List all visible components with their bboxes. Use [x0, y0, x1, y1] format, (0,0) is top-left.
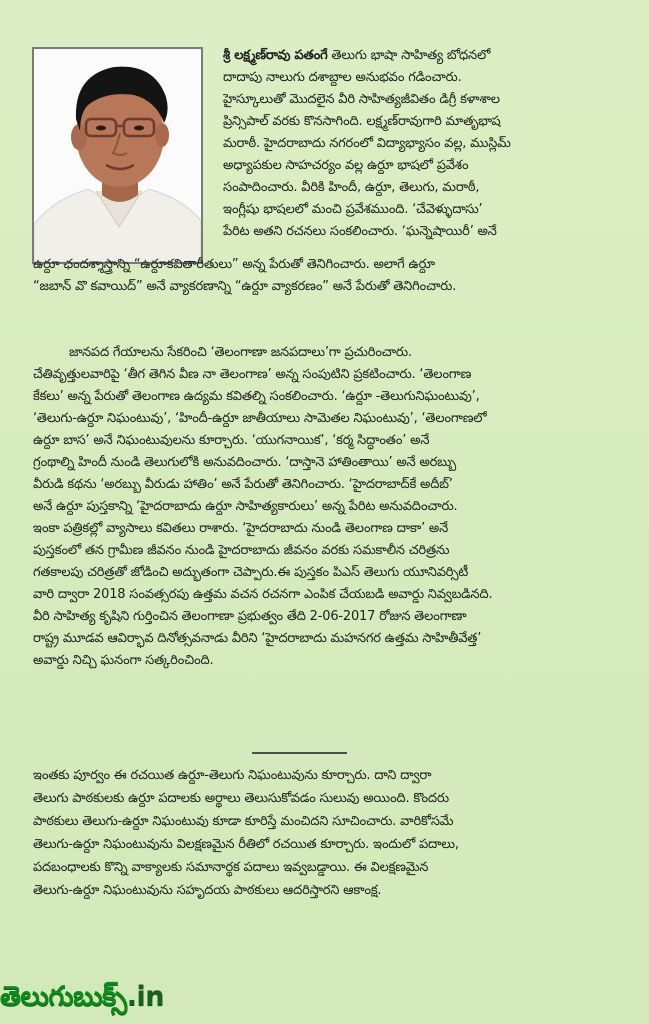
paragraph-line: అనే ఉర్దూ పుస్తకాన్ని ‘హైదరాబాదు ఉర్దూ సాహిత్యకారులు’ అన్న పేరిట అనువదించారు. — [33, 499, 458, 514]
paragraph-line: వారి ద్వారా 2018 సంవత్సరపు ఉత్తమ వచన రచనగా ఎంపిక చేయబడి అవార్డు నివ్వబడినది. — [33, 587, 493, 602]
intro-line-9: పేరిట అతని రచనలు సంకలించారు. ‘ఘన్నెషాయిరీ’ అనే — [223, 224, 497, 239]
paragraph-line: తెలుగు పాఠకులకు ఉర్దూ పదాలకు అర్థాలు తెలుసుకోవడం సులువు అయింది. కొందరు — [33, 791, 449, 806]
intro-line-5: మరాఠీ. హైదరాబాదు నగరంలో విద్యాభ్యాసం వల్ల, ముస్లిమ్ — [223, 136, 511, 151]
intro-line-3: హైస్కూలుతో మొదలైన వీరి సాహిత్యజీవితం డిగ్రీ కళాశాల — [223, 92, 500, 107]
paragraph-line: వీరుడి కథను ‘అరబ్బు వీరుడు హాతిం’ అనే పేరుతో తెనిగించారు. ‘హైదరాబాద్‌కే అదీబ్’ — [33, 477, 453, 492]
author-intro-text — [223, 45, 579, 243]
paragraph-line: పదబంధాలకు కొన్ని వాక్యాలకు సమానార్థక పదాలు ఇవ్వబడ్డాయి. ఈ విలక్షణమైన — [33, 860, 429, 875]
author-photo — [32, 47, 203, 264]
paragraph-line: ఉర్దూ బాస’ అనే నిఘంటువులను కూర్చారు. ‘యుగనాయిక’, ‘కర్మ సిద్ధాంతం’ అనే — [33, 433, 430, 448]
author-portrait-image — [34, 49, 201, 262]
paragraph-translations — [33, 254, 581, 298]
paragraph-line: కేకలు’ అన్న పేరుతో తెలంగాణ ఉద్యమ కవితల్ని సంకలించారు. ‘ఉర్దూ -తెలుగునిఘంటువు’, — [33, 389, 480, 404]
paragraph-line: చేతివృత్తులవారిపై ‘తీగ తెగిన వీణ నా తెలంగాణ’ అన్న సంపుటిని ప్రకటించారు. ‘తెలంగాణ — [33, 367, 472, 382]
intro-line-1: శ్రీ లక్ష్మణ్‌రావు పతంగే తెలుగు భాషా సాహిత్య బోధనలో — [223, 48, 491, 63]
paragraph-line: “జబాన్ వొ కవాయిద్” అనే వ్యాకరణాన్ని “ఉర్దూ వ్యాకరణం” అనే పేరుతో తెనిగించారు. — [33, 279, 457, 294]
author-name: శ్రీ లక్ష్మణ్‌రావు పతంగే — [223, 48, 328, 63]
paragraph-dictionary-note — [33, 764, 581, 902]
paragraph-line: గ్రంథాల్ని హిందీ నుండి తెలుగులోకి అనువదించారు. ‘దాస్తానె హాతింతాయి’ అనే అరబ్బు — [33, 455, 457, 470]
logo-suffix-text: .in — [126, 981, 164, 1012]
logo-main-text: తెలుగుబుక్స్ — [0, 981, 127, 1012]
paragraph-line: ఇంతకు పూర్వం ఈ రచయిత ఉర్దూ-తెలుగు నిఘంటువును కూర్చారు. దాని ద్వారా — [33, 768, 432, 783]
intro-line-4: ప్రిన్సిపాల్ వరకు కొనసాగింది. లక్ష్మణ్‌రావుగారి మాతృభాష — [223, 114, 501, 129]
intro-line-8: ఇంగ్లీషు భాషలలో మంచి ప్రవేశముంది. ‘చేవెళ్ళుదాసు’ — [223, 202, 483, 217]
paragraph-line: తెలుగు-ఉర్దూ నిఘంటువును విలక్షణమైన రీతిలో రచయిత కూర్చారు. ఇందులో పదాలు, — [33, 837, 459, 852]
paragraph-line: అవార్డు నిచ్చి ఘనంగా సత్కరించింది. — [33, 653, 214, 668]
intro-line-2: దాదాపు నాలుగు దశాబ్దాల అనుభవం గడించారు. — [223, 70, 462, 85]
paragraph-line: ఇంకా పత్రికల్లో వ్యాసాలు కవితలు రాశారు. ‘హైదరాబాదు నుండి తెలంగాణ దాకా’ అనే — [33, 521, 449, 536]
intro-line-6: అధ్యాపకుల సాహచర్యం వల్ల ఉర్దూ భాషలో ప్రవేశం — [223, 158, 469, 173]
paragraph-line: పాఠకులు తెలుగు-ఉర్దూ నిఘంటువు కూడా కూరిస్తే మంచిదని సూచించారు. వారికోసమే — [33, 814, 454, 829]
paragraph-line: రాష్ట్ర మూడవ ఆవిర్భావ దినోత్సవనాడు వీరిని ‘హైదరాబాదు మహనగర ఉత్తమ సాహితీవేత్త’ — [33, 631, 482, 646]
paragraph-line: ఉర్దూ ఛందశ్శాస్త్రాన్ని “ఉర్దూకవితారీతులు” అన్న పేరుతో తెనిగించారు. అలాగే ఉర్దూ — [33, 257, 435, 272]
paragraph-line: గతకాలపు చరిత్రతో జోడించి అద్భుతంగా చెప్పారు.ఈ పుస్తకం పిఎస్ తెలుగు యూనివర్సిటీ — [33, 565, 469, 580]
section-divider — [252, 752, 347, 754]
paragraph-line: ‘తెలుగు-ఉర్దూ నిఘంటువు’, ‘హిందీ-ఉర్దూ జాతీయాలు సామెతల నిఘంటువు’, ‘తెలంగాణలో — [33, 411, 487, 426]
paragraph-line: పుస్తకంలో తన గ్రామీణ జీవనం నుండి హైదరాబాదు జీవనం వరకు సమకాలీన చరిత్రను — [33, 543, 450, 558]
paragraph-line: వీరి సాహిత్య కృషిని గుర్తించిన తెలంగాణా ప్రభుత్వం తేది 2-06-2017 రోజున తెలంగాణా — [33, 609, 467, 624]
paragraph-works — [33, 342, 581, 672]
paragraph-line: జానపద గేయాలను సేకరించి ‘తెలంగాణా జనపదాలు’గా ప్రచురించారు. — [69, 345, 412, 360]
paragraph-line: తెలుగు-ఉర్దూ నిఘంటువును సహృదయ పాఠకులు ఆదరిస్తారని ఆకాంక్ష. — [33, 883, 382, 898]
publisher-logo — [0, 975, 200, 1019]
intro-line-7: సంపాదించారు. వీరికి హిందీ, ఉర్దూ, తెలుగు, మరాఠీ, — [223, 180, 480, 195]
